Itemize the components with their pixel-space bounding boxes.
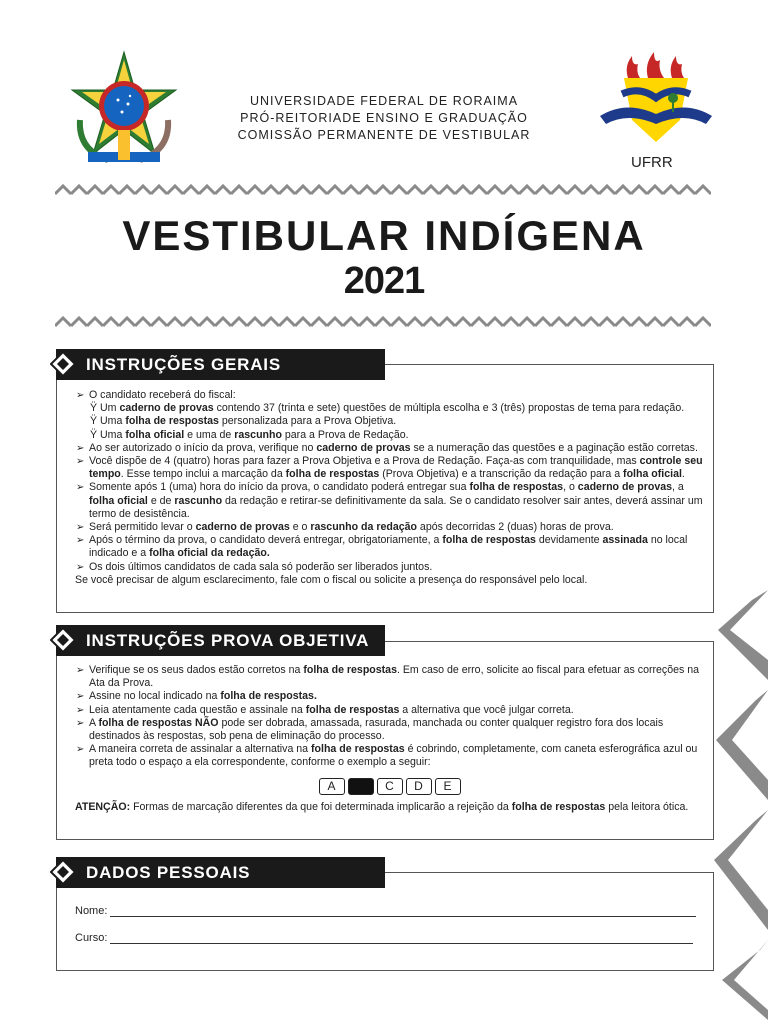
gi-item-6: ➢ Após o término da prova, o candidato deverá entregar, obrigatoriamente, a folha de respostas devidamente assinada no local indicado e a folha oficial da redação. <box>76 534 706 560</box>
name-field[interactable] <box>75 904 700 917</box>
ufrr-label: UFRR <box>631 154 673 171</box>
oi-item-4: ➢ A folha de respostas NÃO pode ser dobrada, amassada, rasurada, manchada ou conter qualquer registro fora dos locais destinados às respostas, sob pena de eliminação do processo. <box>76 717 706 743</box>
pro-rectory-name: PRÓ-REITORIADE ENSINO E GRADUAÇÃO <box>240 111 528 125</box>
diamond-icon <box>50 859 76 885</box>
gi-item-2: ➢ Ao ser autorizado o início da prova, verifique no caderno de provas se a numeração das questões e a paginação estão corretas. <box>76 442 706 455</box>
gi-footer: Se você precisar de algum esclarecimento, fale com o fiscal ou solicite a presença do responsável pelo local. <box>75 573 588 586</box>
name-input-line[interactable] <box>110 904 696 917</box>
diamond-icon <box>50 627 76 653</box>
university-name: UNIVERSIDADE FEDERAL DE RORAIMA <box>249 94 519 108</box>
gi-item-5: ➢ Será permitido levar o caderno de provas e o rascunho da redação após decorridas 2 (duas) horas de prova. <box>76 521 706 534</box>
objective-instructions-heading: INSTRUÇÕES PROVA OBJETIVA <box>56 625 385 656</box>
gi-subitem-1b: Ÿ Uma folha de respostas personalizada para a Prova Objetiva. <box>90 415 397 428</box>
answer-example <box>76 778 706 795</box>
gi-subitem-1a: Ÿ Um caderno de provas contendo 37 (trinta e sete) questões de múltipla escolha e 3 (três) propostas de tema para redação. <box>90 402 685 415</box>
oi-item-1: ➢ Verifique se os seus dados estão corretos na folha de respostas. Em caso de erro, solicite ao fiscal para efetuar as correções na Ata da Prova. <box>76 664 706 690</box>
gi-subitem-1c: Ÿ Uma folha oficial e uma de rascunho para a Prova de Redação. <box>90 428 409 441</box>
oi-item-3: ➢ Leia atentamente cada questão e assinale na folha de respostas a alternativa que você julgar correta. <box>76 704 706 717</box>
name-label: Nome: <box>75 905 108 917</box>
top-border-pattern <box>55 184 711 196</box>
middle-border-pattern <box>55 316 711 328</box>
option-e: E <box>435 778 461 795</box>
option-a: A <box>319 778 345 795</box>
course-field[interactable] <box>75 931 700 944</box>
commission-name: COMISSÃO PERMANENTE DE VESTIBULAR <box>237 128 531 142</box>
ufrr-logo-icon <box>596 50 716 150</box>
option-b-filled: B <box>348 778 374 795</box>
course-input-line[interactable] <box>110 931 693 944</box>
gi-item-7: ➢ Os dois últimos candidatos de cada sala só poderão ser liberados juntos. <box>76 561 706 574</box>
general-instructions-heading: INSTRUÇÕES GERAIS <box>56 349 385 380</box>
option-d: D <box>406 778 432 795</box>
gi-item-4: ➢ Somente após 1 (uma) hora do início da prova, o candidato poderá entregar sua folha de respostas, o caderno de provas, a folha oficial e de rascunho da redação e retirar-se definitivamente da sala. Se o candidato resolver sair antes, deverá assinar um termo de desistência. <box>76 481 706 521</box>
oi-item-2: ➢ Assine no local indicado na folha de respostas. <box>76 690 706 703</box>
side-decorative-pattern <box>712 590 768 1020</box>
gi-item-3: ➢ Você dispõe de 4 (quatro) horas para fazer a Prova Objetiva e a Prova de Redação. Faça-as com tranquilidade, mas controle seu tempo. Esse tempo inclui a marcação da folha de respostas (Prova Objetiva) e a transcrição da redação para a folha oficial. <box>76 455 706 481</box>
attention-note: ATENÇÃO: Formas de marcação diferentes da que foi determinada implicarão a rejeição da folha de respostas pela leitora ótica. <box>75 800 689 813</box>
personal-data-heading: DADOS PESSOAIS <box>56 857 385 888</box>
brasil-coat-of-arms-icon <box>58 50 190 172</box>
course-label: Curso: <box>75 932 108 944</box>
general-instructions-list <box>76 389 706 587</box>
oi-item-5: ➢ A maneira correta de assinalar a alternativa na folha de respostas é cobrindo, completamente, com caneta esferográfica azul ou preta todo o espaço a ela correspondente, conforme o exemplo a seguir: <box>76 743 706 769</box>
diamond-icon <box>50 351 76 377</box>
gi-item-1: ➢ O candidato receberá do fiscal: <box>76 389 706 402</box>
page-title: VESTIBULAR INDÍGENA <box>122 212 646 259</box>
page-year: 2021 <box>343 260 425 302</box>
objective-instructions-list <box>76 664 706 814</box>
option-c: C <box>377 778 403 795</box>
